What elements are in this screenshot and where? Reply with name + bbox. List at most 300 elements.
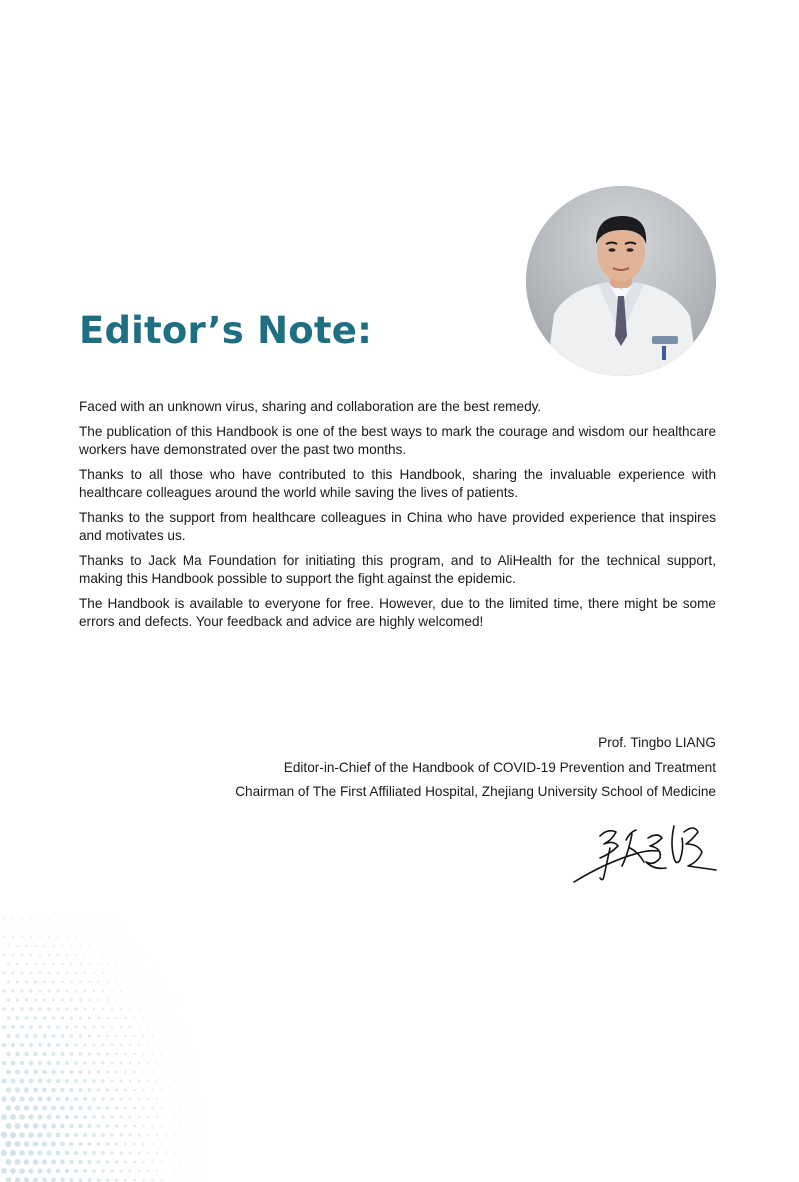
halftone-dot xyxy=(102,972,104,974)
halftone-dot xyxy=(134,1017,136,1019)
halftone-dot xyxy=(11,1043,15,1047)
halftone-dot xyxy=(83,1061,87,1065)
halftone-dot xyxy=(42,1123,47,1128)
halftone-dot xyxy=(161,1089,163,1091)
halftone-dot xyxy=(24,1177,29,1182)
halftone-dot xyxy=(92,1043,95,1046)
halftone-dot xyxy=(75,918,76,919)
halftone-dot xyxy=(65,1061,69,1065)
halftone-dot xyxy=(87,1142,91,1146)
halftone-dot xyxy=(160,1143,162,1145)
halftone-dot xyxy=(116,963,118,965)
halftone-dot xyxy=(79,999,82,1002)
halftone-dot xyxy=(51,1141,56,1146)
halftone-dot xyxy=(111,1044,114,1047)
halftone-dot xyxy=(70,999,73,1002)
halftone-dot xyxy=(30,918,32,920)
halftone-dot xyxy=(142,1071,144,1073)
halftone-dot xyxy=(93,1026,96,1029)
halftone-dot xyxy=(10,1168,16,1174)
halftone-dot xyxy=(62,927,64,929)
halftone-dot xyxy=(19,1150,25,1156)
halftone-dot xyxy=(101,1169,104,1172)
halftone-dot xyxy=(138,1062,140,1064)
halftone-dot xyxy=(92,1061,95,1064)
halftone-dot xyxy=(42,1141,47,1146)
halftone-dot xyxy=(57,972,60,975)
halftone-dot xyxy=(78,1106,82,1110)
halftone-dot xyxy=(102,1044,105,1047)
halftone-dot xyxy=(83,1097,87,1101)
halftone-dot xyxy=(124,1053,127,1056)
halftone-dot xyxy=(79,1034,82,1037)
halftone-dot xyxy=(65,1115,69,1119)
halftone-dot xyxy=(165,1026,166,1027)
halftone-dot xyxy=(35,927,37,929)
halftone-dot xyxy=(15,1105,21,1111)
halftone-dot xyxy=(101,1115,105,1119)
paragraph: Faced with an unknown virus, sharing and collaboration are the best remedy. xyxy=(79,399,542,414)
halftone-dot xyxy=(39,972,42,975)
halftone-dot xyxy=(52,1016,55,1019)
halftone-dot xyxy=(21,972,24,975)
halftone-dot xyxy=(183,1152,184,1153)
halftone-dot xyxy=(179,1035,180,1036)
halftone-dot xyxy=(179,1018,180,1019)
halftone-dot xyxy=(47,1061,51,1065)
handwritten-signature xyxy=(570,818,720,886)
halftone-dot xyxy=(161,999,162,1000)
halftone-dot xyxy=(125,999,127,1001)
halftone-dot xyxy=(2,989,5,992)
halftone-dot xyxy=(165,1008,166,1009)
portrait-illustration xyxy=(526,186,716,376)
halftone-dot xyxy=(39,918,41,920)
halftone-dot xyxy=(124,1071,127,1074)
halftone-dot xyxy=(103,919,104,920)
halftone-dot xyxy=(143,1035,145,1037)
halftone-dot xyxy=(188,1161,189,1162)
halftone-dot xyxy=(28,1168,33,1173)
halftone-dot xyxy=(101,1097,104,1100)
halftone-dot xyxy=(74,1061,78,1065)
halftone-dot xyxy=(111,972,113,974)
paragraph: The publication of this Handbook is one of the best ways to mark the courage and wisdom our healthcare workers have demonstrated over the past two months. xyxy=(79,424,716,457)
halftone-dot xyxy=(156,1098,158,1100)
halftone-dot xyxy=(165,1152,167,1154)
halftone-dot xyxy=(88,1052,91,1055)
halftone-dot xyxy=(47,1169,52,1174)
halftone-dot xyxy=(39,936,41,938)
halftone-dot xyxy=(16,963,19,966)
halftone-dot xyxy=(179,1000,180,1001)
halftone-dot xyxy=(15,1052,20,1057)
halftone-dot xyxy=(89,963,91,965)
halftone-dot xyxy=(107,963,109,965)
halftone-dot xyxy=(139,955,140,956)
halftone-dot xyxy=(129,1008,131,1010)
halftone-dot xyxy=(206,1162,207,1163)
halftone-dot xyxy=(56,1169,61,1174)
halftone-dot xyxy=(83,1151,87,1155)
halftone-dot xyxy=(115,1035,118,1038)
halftone-dot xyxy=(175,1027,176,1028)
halftone-dot xyxy=(66,972,68,974)
halftone-dot xyxy=(179,1125,181,1127)
halftone-dot xyxy=(44,927,46,929)
halftone-dot xyxy=(183,1062,184,1063)
halftone-dot xyxy=(56,1133,61,1138)
halftone-dot xyxy=(138,1080,140,1082)
halftone-dot xyxy=(43,1034,47,1038)
halftone-dot xyxy=(174,1080,175,1081)
halftone-dot xyxy=(102,936,103,937)
halftone-dot xyxy=(3,918,5,920)
halftone-dot xyxy=(80,927,81,928)
halftone-dot xyxy=(38,1025,42,1029)
halftone-dot xyxy=(97,1142,101,1146)
halftone-dot xyxy=(188,1071,189,1072)
halftone-dot xyxy=(97,981,99,983)
halftone-dot xyxy=(69,1106,73,1110)
halftone-dot xyxy=(165,1116,167,1118)
halftone-dot xyxy=(197,1108,198,1109)
halftone-dot xyxy=(70,1016,73,1019)
halftone-dot xyxy=(202,1135,203,1136)
halftone-dot xyxy=(2,1007,6,1011)
halftone-dot xyxy=(57,936,59,938)
halftone-dot xyxy=(161,1017,162,1018)
halftone-dot xyxy=(65,1043,69,1047)
halftone-dot xyxy=(57,918,58,919)
halftone-dot xyxy=(160,1125,162,1127)
halftone-dot xyxy=(120,1026,122,1028)
halftone-dot xyxy=(165,1134,167,1136)
halftone-dot xyxy=(138,1026,140,1028)
paragraph: Thanks to Jack Ma Foundation for initiating this program, and to AliHealth for the technical support, making this Handbook possible to support the fight against the epidemic. xyxy=(79,553,716,586)
halftone-dot xyxy=(56,1115,61,1120)
halftone-dot xyxy=(66,936,68,938)
halftone-dot xyxy=(161,1053,163,1055)
halftone-dot xyxy=(142,1125,145,1128)
halftone-dot xyxy=(97,1160,101,1164)
halftone-dot xyxy=(1,1114,7,1120)
halftone-dot xyxy=(124,1124,127,1127)
halftone-dot xyxy=(19,1114,25,1120)
halftone-dot xyxy=(116,981,118,983)
halftone-dot xyxy=(2,1061,7,1066)
halftone-dot xyxy=(88,1178,92,1182)
halftone-dot xyxy=(6,1087,11,1092)
halftone-dot xyxy=(106,1088,109,1091)
halftone-dot xyxy=(148,973,149,974)
halftone-dot xyxy=(46,1132,51,1137)
halftone-dot xyxy=(1,1168,7,1174)
halftone-dot xyxy=(69,1124,74,1129)
halftone-dot xyxy=(129,1080,132,1083)
halftone-dot xyxy=(56,1061,60,1065)
halftone-dot xyxy=(97,1035,100,1038)
halftone-dot xyxy=(92,1151,96,1155)
halftone-dot xyxy=(120,1170,123,1173)
halftone-dot xyxy=(33,1177,38,1182)
halftone-dot xyxy=(21,954,23,956)
halftone-dot xyxy=(174,1062,175,1063)
paragraph: Thanks to the support from healthcare colleagues in China who have provided experience that inspires and motivates us. xyxy=(79,510,716,543)
halftone-dot xyxy=(106,1124,110,1128)
halftone-dot xyxy=(34,963,37,966)
halftone-dot xyxy=(138,1134,141,1137)
halftone-dot xyxy=(42,1177,47,1182)
halftone-dot xyxy=(6,1052,11,1057)
halftone-dot xyxy=(130,937,131,938)
halftone-dot xyxy=(88,981,90,983)
halftone-dot xyxy=(30,972,33,975)
halftone-dot xyxy=(147,1008,148,1009)
halftone-dot xyxy=(183,1116,184,1117)
halftone-dot xyxy=(79,1070,83,1074)
halftone-dot xyxy=(83,1115,87,1119)
halftone-dot xyxy=(42,1088,47,1093)
halftone-dot xyxy=(83,1079,87,1083)
halftone-dot xyxy=(151,1071,153,1073)
halftone-dot xyxy=(37,1150,42,1155)
halftone-dot xyxy=(61,1052,65,1056)
halftone-dot xyxy=(142,1053,144,1055)
halftone-dot xyxy=(115,1106,118,1109)
halftone-dot xyxy=(102,1008,104,1010)
halftone-dot xyxy=(165,1098,167,1100)
halftone-dot xyxy=(84,972,86,974)
halftone-dot xyxy=(14,1141,20,1147)
halftone-dot xyxy=(125,981,127,983)
editor-portrait-photo xyxy=(526,186,716,376)
halftone-dot xyxy=(152,981,153,982)
halftone-dot xyxy=(25,981,28,984)
halftone-dot xyxy=(183,1080,184,1081)
halftone-dot xyxy=(174,1134,176,1136)
halftone-dot xyxy=(30,936,32,938)
halftone-dot xyxy=(129,954,130,955)
halftone-dot xyxy=(2,1043,6,1047)
halftone-dot xyxy=(197,1180,198,1181)
halftone-dot xyxy=(7,963,10,966)
halftone-dot xyxy=(151,1179,153,1181)
halftone-dot xyxy=(88,1017,91,1020)
halftone-dot xyxy=(170,1000,171,1001)
halftone-dot xyxy=(65,1025,68,1028)
halftone-dot xyxy=(1,1096,6,1101)
halftone-dot xyxy=(38,1061,42,1065)
halftone-dot xyxy=(20,1079,25,1084)
halftone-dot xyxy=(88,999,91,1002)
halftone-dot xyxy=(19,1096,24,1101)
halftone-dot xyxy=(48,918,50,920)
halftone-dot xyxy=(10,1114,16,1120)
halftone-dot xyxy=(12,918,14,920)
halftone-dot xyxy=(138,1170,141,1173)
halftone-dot xyxy=(152,999,153,1000)
halftone-dot xyxy=(152,964,153,965)
halftone-dot xyxy=(19,1132,25,1138)
halftone-dot xyxy=(156,1116,158,1118)
halftone-dot xyxy=(115,1142,118,1145)
halftone-dot xyxy=(183,1134,184,1135)
halftone-dot xyxy=(88,1160,92,1164)
halftone-dot xyxy=(179,1053,180,1054)
halftone-dot xyxy=(106,1142,110,1146)
halftone-dot xyxy=(56,1097,61,1102)
halftone-dot xyxy=(25,998,28,1001)
halftone-dot xyxy=(74,1115,78,1119)
halftone-dot xyxy=(70,1034,74,1038)
halftone-dot xyxy=(29,1007,32,1010)
halftone-dot xyxy=(179,1161,181,1163)
halftone-dot xyxy=(120,1080,123,1083)
halftone-dot xyxy=(24,1034,28,1038)
halftone-dot xyxy=(24,1159,30,1165)
halftone-dot xyxy=(192,1116,193,1117)
halftone-dot xyxy=(3,936,5,938)
halftone-dot xyxy=(101,1151,105,1155)
halftone-dot xyxy=(28,1114,33,1119)
halftone-dot xyxy=(25,1016,29,1020)
halftone-dot xyxy=(61,1034,65,1038)
halftone-dot xyxy=(129,1098,132,1101)
halftone-dot xyxy=(28,1132,34,1138)
halftone-dot xyxy=(152,1053,154,1055)
paragraph: The Handbook is available to everyone for free. However, due to the limited time, there might be some errors and defects. Your feedback and advice are highly welcomed! xyxy=(79,596,716,629)
halftone-dot xyxy=(65,1007,68,1010)
halftone-dot xyxy=(120,954,121,955)
halftone-dot xyxy=(60,1160,65,1165)
halftone-dot xyxy=(52,981,55,984)
halftone-dot xyxy=(202,1099,203,1100)
halftone-dot xyxy=(87,1124,91,1128)
halftone-dot xyxy=(65,1097,69,1101)
halftone-dot xyxy=(129,1062,131,1064)
halftone-dot xyxy=(106,1106,109,1109)
halftone-dot xyxy=(33,1105,38,1110)
halftone-dot xyxy=(34,1034,38,1038)
halftone-dot xyxy=(56,1025,60,1029)
halftone-dot xyxy=(93,1008,96,1011)
halftone-dot xyxy=(110,1097,113,1100)
halftone-dot xyxy=(51,1160,56,1165)
halftone-dot xyxy=(60,1070,64,1074)
halftone-dot xyxy=(57,990,60,993)
halftone-dot xyxy=(47,1043,51,1047)
halftone-dot xyxy=(93,990,95,992)
halftone-dot xyxy=(166,991,167,992)
halftone-dot xyxy=(89,927,90,928)
halftone-dot xyxy=(134,946,135,947)
halftone-dot xyxy=(48,972,51,975)
halftone-dot xyxy=(170,1125,172,1127)
halftone-dot xyxy=(79,1052,83,1056)
halftone-dot xyxy=(125,928,126,929)
halftone-dot xyxy=(60,1178,65,1182)
halftone-dot xyxy=(74,1151,78,1155)
halftone-dot xyxy=(143,1017,145,1019)
halftone-dot xyxy=(206,1144,207,1145)
halftone-dot xyxy=(120,1044,122,1046)
halftone-dot xyxy=(151,1089,153,1091)
halftone-dot xyxy=(74,1025,77,1028)
halftone-dot xyxy=(1,1132,7,1138)
halftone-dot xyxy=(116,945,117,946)
halftone-dot xyxy=(188,1036,189,1037)
author-role: Editor-in-Chief of the Handbook of COVID-19 Prevention and Treatment xyxy=(283,759,716,775)
halftone-dot xyxy=(188,1179,189,1180)
halftone-dot xyxy=(111,954,112,955)
halftone-dot xyxy=(147,1134,149,1136)
halftone-dot xyxy=(133,1125,136,1128)
halftone-dot xyxy=(138,990,139,991)
halftone-dot xyxy=(88,1106,92,1110)
halftone-dot xyxy=(175,1009,176,1010)
halftone-dot xyxy=(98,963,100,965)
halftone-dot xyxy=(61,1016,64,1019)
halftone-dot xyxy=(202,1117,203,1118)
halftone-dot xyxy=(5,1141,11,1147)
halftone-dot xyxy=(147,1062,149,1064)
halftone-dot xyxy=(206,1180,207,1181)
halftone-dot xyxy=(147,1170,149,1172)
halftone-dot xyxy=(69,1178,73,1182)
halftone-dot xyxy=(142,1107,144,1109)
signoff-block xyxy=(235,731,716,805)
halftone-dot xyxy=(115,1178,118,1181)
halftone-dot xyxy=(48,954,50,956)
halftone-dot xyxy=(138,1116,141,1119)
halftone-dot xyxy=(88,1034,91,1037)
halftone-dot xyxy=(15,1177,21,1182)
halftone-dot xyxy=(111,990,113,992)
halftone-dot xyxy=(65,1133,70,1138)
halftone-dot xyxy=(6,1177,12,1182)
halftone-dot xyxy=(47,1115,52,1120)
halftone-dot xyxy=(47,1097,52,1102)
halftone-dot xyxy=(102,954,104,956)
halftone-dot xyxy=(143,963,144,964)
halftone-dot xyxy=(125,963,126,964)
halftone-dot xyxy=(51,1178,56,1182)
halftone-dot xyxy=(74,1169,78,1173)
halftone-dot xyxy=(156,1008,157,1009)
halftone-dot xyxy=(74,1097,78,1101)
halftone-dot xyxy=(75,1008,78,1011)
halftone-dot xyxy=(188,1089,189,1090)
halftone-dot xyxy=(133,1107,136,1110)
halftone-dot xyxy=(120,990,122,992)
halftone-dot xyxy=(28,1096,33,1101)
halftone-dot xyxy=(47,1079,52,1084)
halftone-dot xyxy=(97,1106,101,1110)
halftone-dot xyxy=(93,954,95,956)
halftone-dot xyxy=(20,989,23,992)
halftone-dot xyxy=(47,1007,50,1010)
halftone-dot xyxy=(192,1134,193,1135)
halftone-dot xyxy=(106,1053,109,1056)
author-name: Prof. Tingbo LIANG xyxy=(598,735,716,750)
halftone-dot xyxy=(7,998,10,1001)
halftone-dot xyxy=(148,955,149,956)
halftone-dot xyxy=(151,1107,153,1109)
halftone-dot xyxy=(165,1044,166,1045)
halftone-dot xyxy=(38,1097,43,1102)
halftone-dot xyxy=(97,1017,100,1020)
